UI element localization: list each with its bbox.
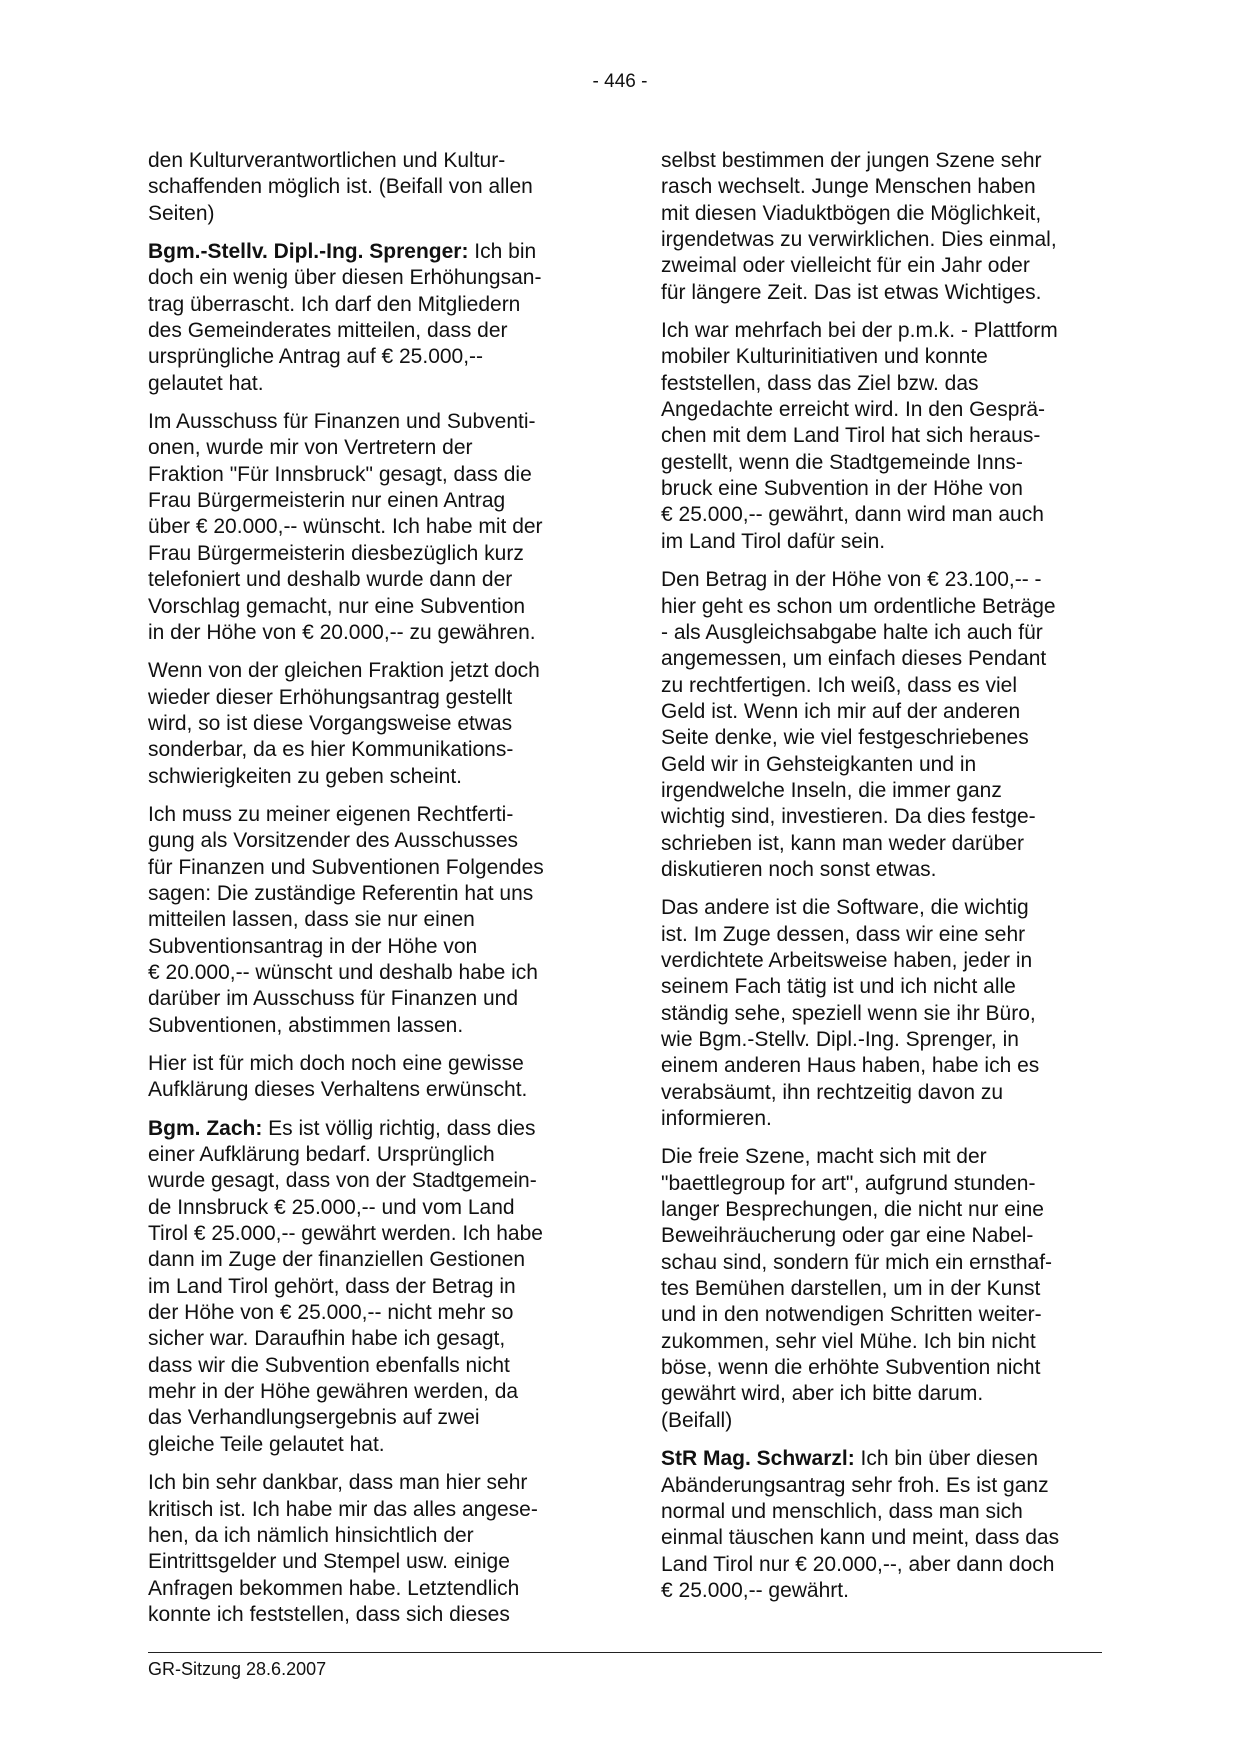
text-line: wie Bgm.-Stellv. Dipl.-Ing. Sprenger, in xyxy=(661,1028,1019,1051)
speech-text: Ich bin über diesen xyxy=(854,1447,1038,1471)
paragraph xyxy=(148,802,578,1039)
paragraph-gap xyxy=(661,883,1091,895)
text-line: Den Betrag in der Höhe von € 23.100,-- - xyxy=(661,568,1042,592)
text-line: verdichtete Arbeitsweise haben, jeder in xyxy=(661,948,1033,972)
text-line: € 25.000,-- gewährt. xyxy=(661,1578,849,1602)
text-line: kritisch ist. Ich habe mir das alles angese- xyxy=(148,1497,538,1521)
text-line: Frau Bürgermeisterin diesbezüglich kurz xyxy=(148,541,524,565)
left-column xyxy=(148,148,578,1628)
text-line: Seite denke, wie viel festgeschriebenes xyxy=(661,726,1029,750)
text-line: Ich war mehrfach bei der p.m.k. - Plattform xyxy=(661,319,1058,343)
text-line: Subventionen, abstimmen lassen. xyxy=(148,1013,464,1037)
text-line: trag überrascht. Ich darf den Mitgliedern xyxy=(148,292,521,316)
speaker-name: StR Mag. Schwarzl: xyxy=(661,1447,855,1471)
paragraph xyxy=(148,658,578,790)
text-line: des Gemeinderates mitteilen, dass der xyxy=(148,319,508,343)
text-line: mit diesen Viaduktbögen die Möglichkeit, xyxy=(661,201,1042,225)
text-line: feststellen, dass das Ziel bzw. das xyxy=(661,371,979,395)
text-line: im Land Tirol gehört, dass der Betrag in xyxy=(148,1274,516,1298)
text-line: zu rechtfertigen. Ich weiß, dass es viel xyxy=(661,673,1017,697)
paragraph xyxy=(661,1144,1091,1434)
paragraph xyxy=(148,1116,578,1458)
text-line: rasch wechselt. Junge Menschen haben xyxy=(661,175,1036,199)
text-line: € 20.000,-- wünscht und deshalb habe ich xyxy=(148,960,538,984)
text-line: de Innsbruck € 25.000,-- und vom Land xyxy=(148,1195,515,1219)
text-line: der Höhe von € 25.000,-- nicht mehr so xyxy=(148,1301,514,1325)
text-line: schrieben ist, kann man weder darüber xyxy=(661,831,1025,855)
text-line: Hier ist für mich doch noch eine gewisse xyxy=(148,1052,524,1075)
text-line: ständig sehe, speziell wenn sie ihr Büro, xyxy=(661,1001,1036,1025)
text-line: chen mit dem Land Tirol hat sich heraus- xyxy=(661,424,1041,448)
paragraph xyxy=(148,239,578,397)
text-line: gelautet hat. xyxy=(148,371,264,395)
text-line: in der Höhe von € 20.000,-- zu gewähren. xyxy=(148,620,536,644)
text-line xyxy=(148,239,578,265)
paragraph xyxy=(148,1470,578,1628)
paragraph xyxy=(148,409,578,646)
text-line: das Verhandlungsergebnis auf zwei xyxy=(148,1406,480,1430)
text-line: Ich bin sehr dankbar, dass man hier sehr xyxy=(148,1471,528,1495)
text-line: langer Besprechungen, die nicht nur eine xyxy=(661,1198,1044,1222)
text-line: hen, da ich nämlich hinsichtlich der xyxy=(148,1523,474,1547)
text-line: bruck eine Subvention in der Höhe von xyxy=(661,477,1023,501)
text-line: (Beifall) xyxy=(661,1408,733,1432)
text-line: Beweihräucherung oder gar eine Nabel- xyxy=(661,1224,1034,1248)
text-line: Aufklärung dieses Verhaltens erwünscht. xyxy=(148,1078,528,1102)
text-line: sagen: Die zuständige Referentin hat uns xyxy=(148,881,534,905)
text-line: informieren. xyxy=(661,1107,772,1131)
speaker-name: Bgm.-Stellv. Dipl.-Ing. Sprenger: xyxy=(148,240,469,264)
paragraph-gap xyxy=(148,397,578,409)
paragraph xyxy=(661,148,1091,306)
paragraph-gap xyxy=(148,1104,578,1116)
text-line: für längere Zeit. Das ist etwas Wichtiges. xyxy=(661,280,1042,304)
text-line: wieder dieser Erhöhungsantrag gestellt xyxy=(148,685,513,709)
text-line: angemessen, um einfach dieses Pendant xyxy=(661,647,1047,671)
text-line: hier geht es schon um ordentliche Beträge xyxy=(661,594,1056,618)
text-line: Anfragen bekommen habe. Letztendlich xyxy=(148,1576,520,1600)
paragraph xyxy=(148,148,578,227)
text-line: Angedachte erreicht wird. In den Gesprä- xyxy=(661,398,1046,422)
paragraph xyxy=(661,1446,1091,1604)
text-line: doch ein wenig über diesen Erhöhungsan- xyxy=(148,266,542,290)
text-line: konnte ich feststellen, dass sich dieses xyxy=(148,1602,510,1626)
text-line: gewährt wird, aber ich bitte darum. xyxy=(661,1382,984,1406)
footer-divider xyxy=(148,1652,1102,1653)
text-line: mehr in der Höhe gewähren werden, da xyxy=(148,1380,519,1404)
text-line: zukommen, sehr viel Mühe. Ich bin nicht xyxy=(661,1329,1036,1353)
text-line: irgendwelche Inseln, die immer ganz xyxy=(661,778,1002,802)
text-line: im Land Tirol dafür sein. xyxy=(661,529,886,553)
text-line: darüber im Ausschuss für Finanzen und xyxy=(148,987,519,1011)
text-line xyxy=(148,1116,578,1142)
text-line: mitteilen lassen, dass sie nur einen xyxy=(148,908,475,932)
paragraph-gap xyxy=(661,555,1091,567)
text-line: seinem Fach tätig ist und ich nicht alle xyxy=(661,975,1016,999)
text-line: gleiche Teile gelautet hat. xyxy=(148,1432,385,1456)
text-line: einmal täuschen kann und meint, dass das xyxy=(661,1526,1060,1550)
text-line: ursprüngliche Antrag auf € 25.000,-- xyxy=(148,345,484,369)
paragraph-gap xyxy=(148,1039,578,1051)
text-line: Seiten) xyxy=(148,201,215,225)
text-line: - als Ausgleichsabgabe halte ich auch für xyxy=(661,620,1043,644)
text-line: dann im Zuge der finanziellen Gestionen xyxy=(148,1248,526,1272)
text-line: wichtig sind, investieren. Da dies festge- xyxy=(661,805,1036,829)
text-line: einem anderen Haus haben, habe ich es xyxy=(661,1054,1040,1078)
text-line: einer Aufklärung bedarf. Ursprünglich xyxy=(148,1143,495,1167)
paragraph-gap xyxy=(148,646,578,658)
text-line: telefoniert und deshalb wurde dann der xyxy=(148,568,513,592)
paragraph xyxy=(661,318,1091,555)
text-line: diskutieren noch sonst etwas. xyxy=(661,857,937,881)
text-line: mobiler Kulturinitiativen und konnte xyxy=(661,345,988,369)
text-line: "baettlegroup for art", aufgrund stunden- xyxy=(661,1171,1036,1195)
paragraph-gap xyxy=(148,1458,578,1470)
text-line: normal und menschlich, dass man sich xyxy=(661,1499,1023,1523)
text-line: schwierigkeiten zu geben scheint. xyxy=(148,764,463,788)
text-line: Geld ist. Wenn ich mir auf der anderen xyxy=(661,699,1021,723)
text-line: Ich muss zu meiner eigenen Rechtferti- xyxy=(148,802,514,826)
text-line: onen, wurde mir von Vertretern der xyxy=(148,436,473,460)
paragraph-gap xyxy=(661,1132,1091,1144)
text-line: tes Bemühen darstellen, um in der Kunst xyxy=(661,1277,1041,1301)
paragraph-gap xyxy=(148,790,578,802)
text-line: den Kulturverantwortlichen und Kultur- xyxy=(148,149,506,172)
text-line: über € 20.000,-- wünscht. Ich habe mit der xyxy=(148,515,543,539)
text-line: Das andere ist die Software, die wichtig xyxy=(661,896,1029,920)
paragraph-gap xyxy=(661,1434,1091,1446)
footer-session-date: GR-Sitzung 28.6.2007 xyxy=(148,1659,327,1679)
text-line: Die freie Szene, macht sich mit der xyxy=(661,1145,987,1169)
text-line: Eintrittsgelder und Stempel usw. einige xyxy=(148,1550,510,1574)
paragraph-gap xyxy=(148,227,578,239)
text-line: zweimal oder vielleicht für ein Jahr oder xyxy=(661,254,1030,278)
paragraph xyxy=(661,567,1091,883)
speech-text: Es ist völlig richtig, dass dies xyxy=(262,1116,536,1140)
text-line: Subventionsantrag in der Höhe von xyxy=(148,934,478,958)
right-column xyxy=(661,148,1091,1604)
text-line: Tirol € 25.000,-- gewährt werden. Ich habe xyxy=(148,1222,543,1246)
speaker-name: Bgm. Zach: xyxy=(148,1116,263,1140)
text-line: dass wir die Subvention ebenfalls nicht xyxy=(148,1353,510,1377)
text-line: irgendetwas zu verwirklichen. Dies einmal, xyxy=(661,228,1057,252)
text-line: Land Tirol nur € 20.000,--, aber dann doch xyxy=(661,1552,1055,1576)
text-line: und in den notwendigen Schritten weiter- xyxy=(661,1303,1042,1327)
text-line: böse, wenn die erhöhte Subvention nicht xyxy=(661,1356,1041,1380)
paragraph-gap xyxy=(661,306,1091,318)
text-line: ist. Im Zuge dessen, dass wir eine sehr xyxy=(661,922,1026,946)
paragraph xyxy=(661,895,1091,1132)
text-line: € 25.000,-- gewährt, dann wird man auch xyxy=(661,503,1044,527)
text-line: gestellt, wenn die Stadtgemeinde Inns- xyxy=(661,450,1023,474)
text-line: gung als Vorsitzender des Ausschusses xyxy=(148,829,519,853)
text-line: Abänderungsantrag sehr froh. Es ist ganz xyxy=(661,1473,1049,1497)
text-line: Frau Bürgermeisterin nur einen Antrag xyxy=(148,489,506,513)
text-line: Fraktion "Für Innsbruck" gesagt, dass die xyxy=(148,462,532,486)
text-line: Vorschlag gemacht, nur eine Subvention xyxy=(148,594,526,618)
text-line: Im Ausschuss für Finanzen und Subventi- xyxy=(148,410,536,434)
text-line: schau sind, sondern für mich ein ernsthaf- xyxy=(661,1250,1053,1274)
text-line: schaffenden möglich ist. (Beifall von allen xyxy=(148,175,533,199)
text-line: wird, so ist diese Vorgangsweise etwas xyxy=(148,711,513,735)
text-line: Geld wir in Gehsteigkanten und in xyxy=(661,752,977,776)
text-line: Wenn von der gleichen Fraktion jetzt doch xyxy=(148,659,540,683)
text-line xyxy=(661,1446,1091,1472)
paragraph xyxy=(148,1051,578,1104)
text-line: selbst bestimmen der jungen Szene sehr xyxy=(661,149,1042,172)
text-line: sonderbar, da es hier Kommunikations- xyxy=(148,738,514,762)
page-number: - 446 - xyxy=(592,71,648,92)
text-line: verabsäumt, ihn rechtzeitig davon zu xyxy=(661,1080,1004,1104)
text-line: wurde gesagt, dass von der Stadtgemein- xyxy=(148,1169,537,1193)
speech-text: Ich bin xyxy=(468,240,537,264)
text-line: für Finanzen und Subventionen Folgendes xyxy=(148,855,544,879)
text-line: sicher war. Daraufhin habe ich gesagt, xyxy=(148,1327,506,1351)
